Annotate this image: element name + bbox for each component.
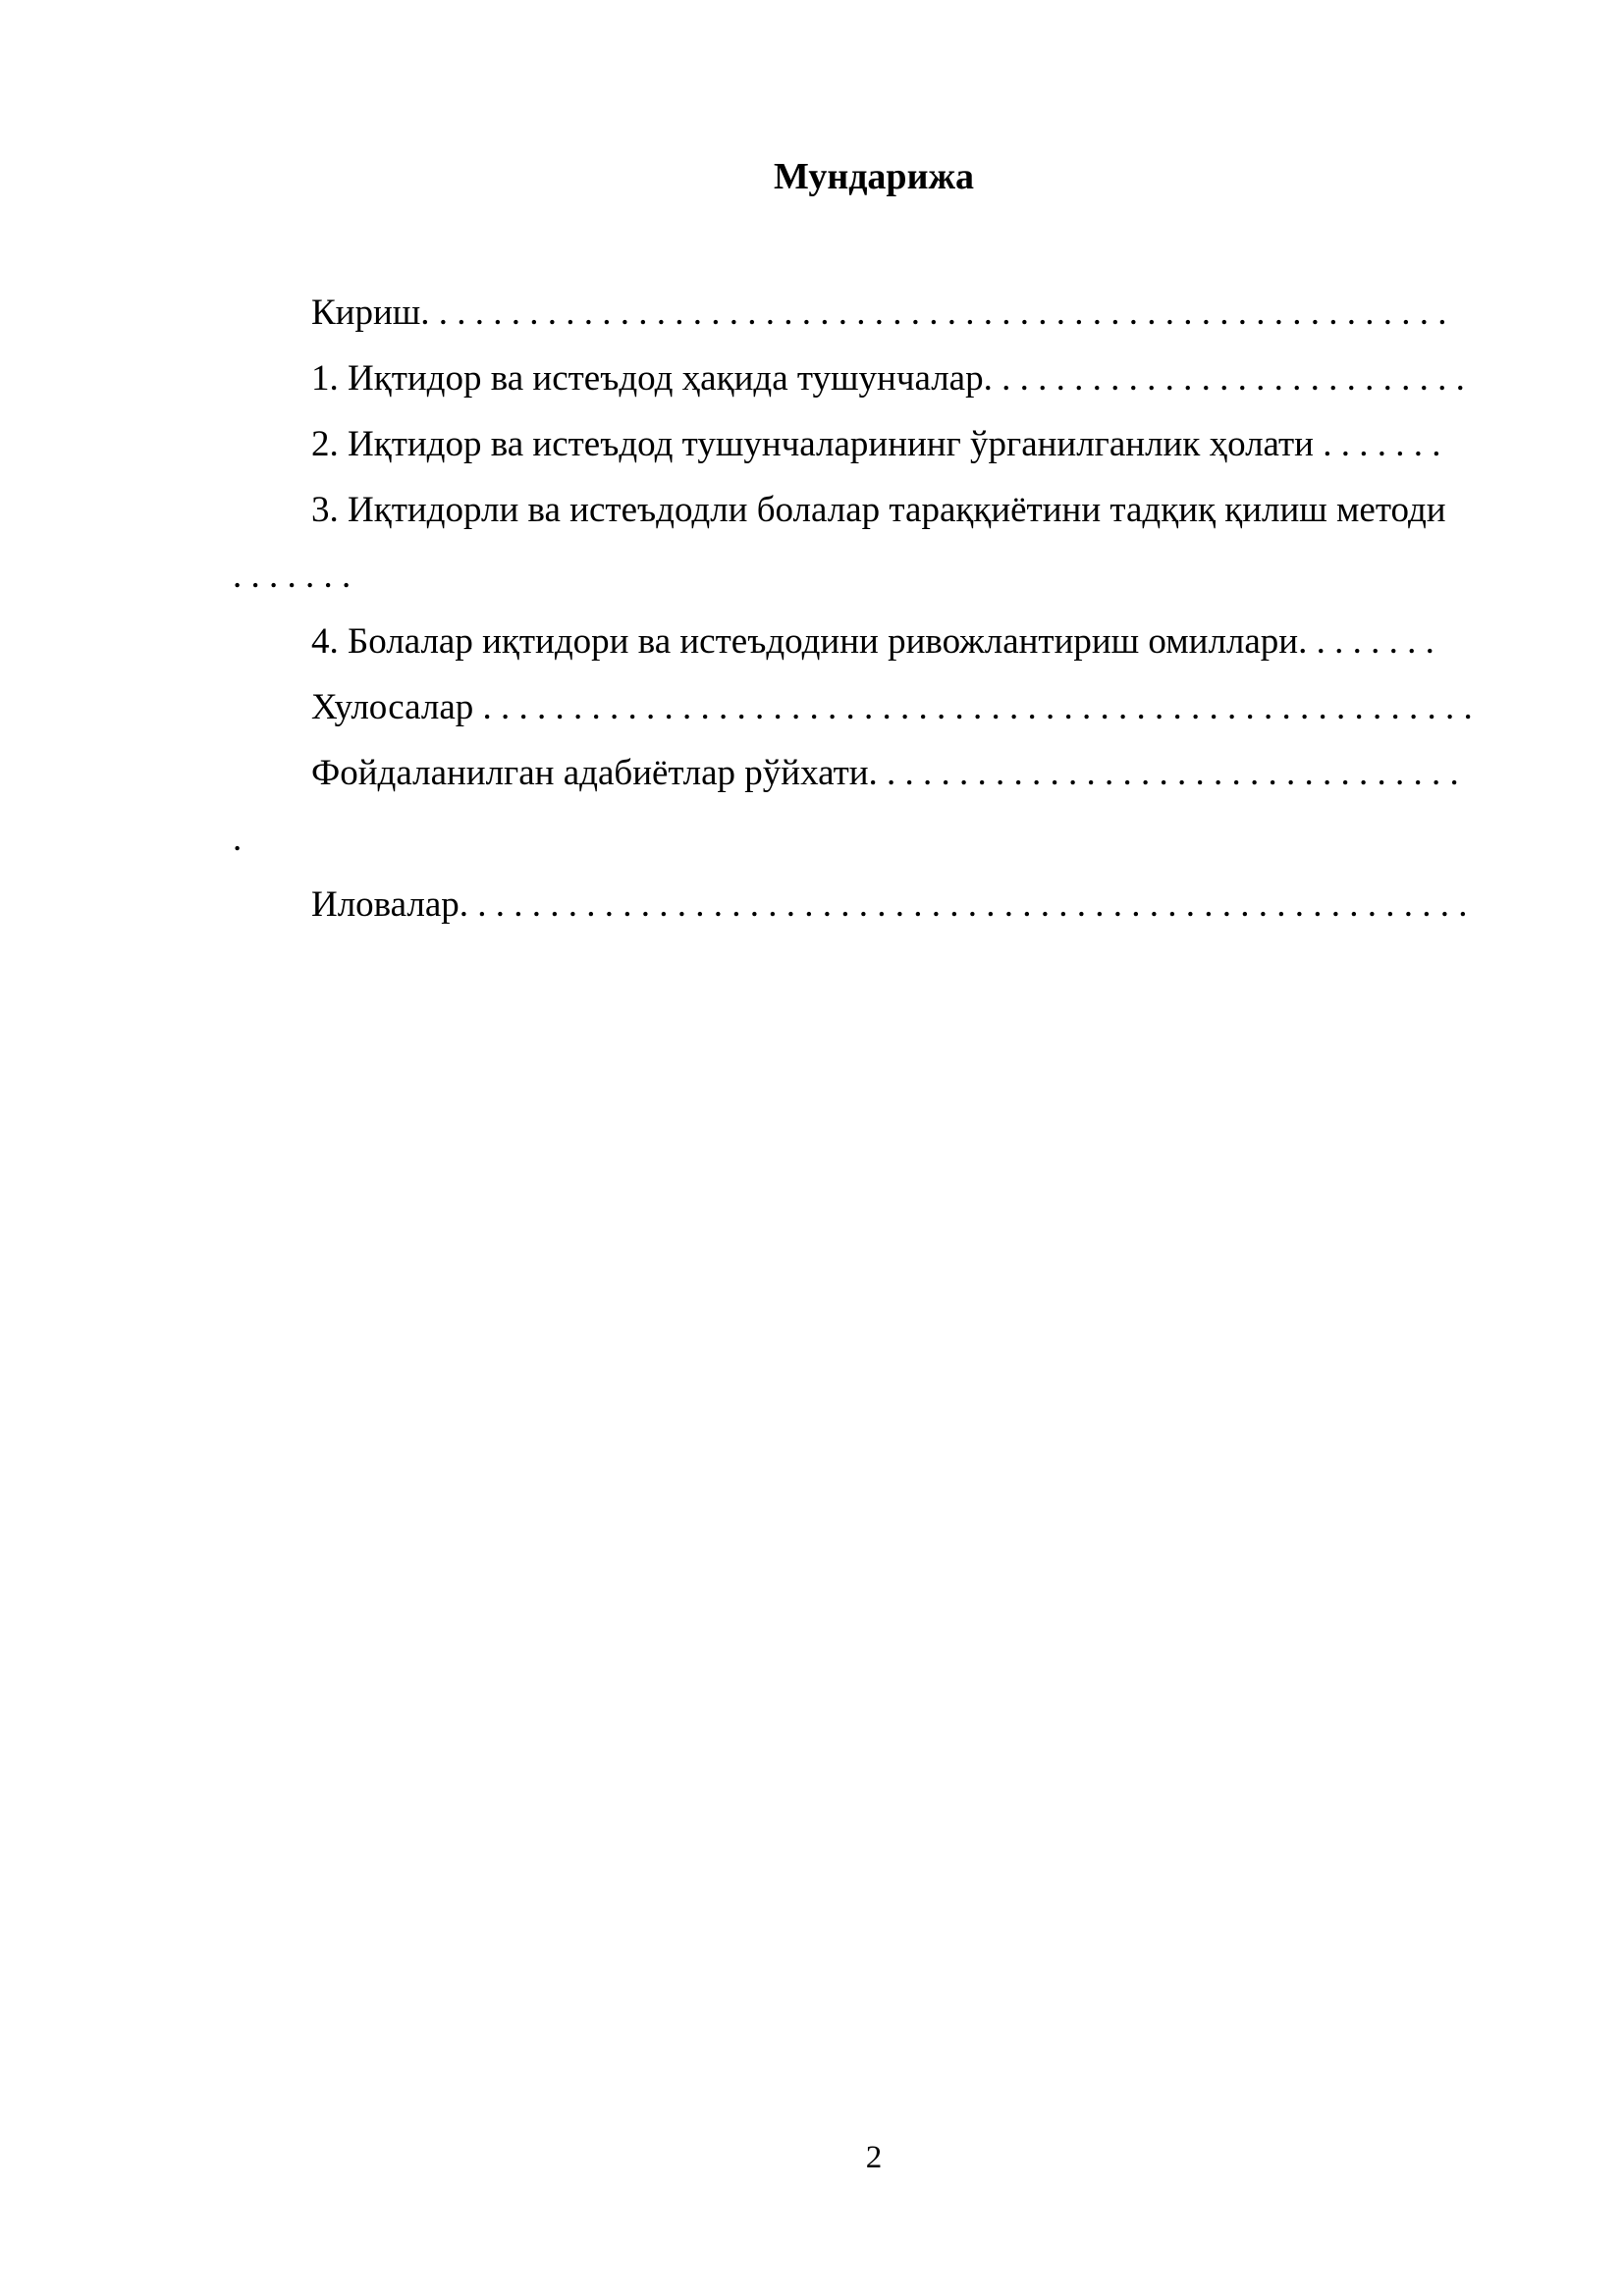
toc-entry-references-leader: . xyxy=(233,819,243,859)
page-number: 2 xyxy=(865,2140,883,2175)
toc-entry-section-2[interactable]: 2. Иқтидор ва истеъдод тушунчаларининг ўрганилганлик ҳолати . . . . . . . xyxy=(311,424,1441,464)
toc-entry-conclusions[interactable]: Хулосалар . . . . . . . . . . . . . . . . . . . . . . . . . . . . . . . . . . . . . . . . . . . . . . . . . . . . . . . xyxy=(311,687,1473,727)
toc-entry-references[interactable]: Фойдаланилган адабиётлар рўйхати. . . . . . . . . . . . . . . . . . . . . . . . . . . . . . . . . xyxy=(311,753,1459,793)
toc-entry-appendices[interactable]: Иловалар. . . . . . . . . . . . . . . . . . . . . . . . . . . . . . . . . . . . . . . . . . . . . . . . . . . . . . . . xyxy=(311,884,1468,925)
toc-entry-section-1[interactable]: 1. Иқтидор ва истеъдод ҳақида тушунчалар. . . . . . . . . . . . . . . . . . . . . . . . . . . xyxy=(311,358,1465,399)
toc-entry-section-4[interactable]: 4. Болалар иқтидори ва истеъдодини ривожлантириш омиллари. . . . . . . . xyxy=(311,621,1434,662)
page-title: Мундарижа xyxy=(773,156,975,197)
toc-entry-introduction[interactable]: Кириш. . . . . . . . . . . . . . . . . . . . . . . . . . . . . . . . . . . . . . . . . . . . . . . . . . . . . . . . . xyxy=(311,293,1447,333)
toc-entry-section-3[interactable]: 3. Иқтидорли ва истеъдодли болалар тараққиётини тадқиқ қилиш методи xyxy=(311,490,1446,530)
toc-entry-section-3-leader: . . . . . . . xyxy=(233,556,352,596)
